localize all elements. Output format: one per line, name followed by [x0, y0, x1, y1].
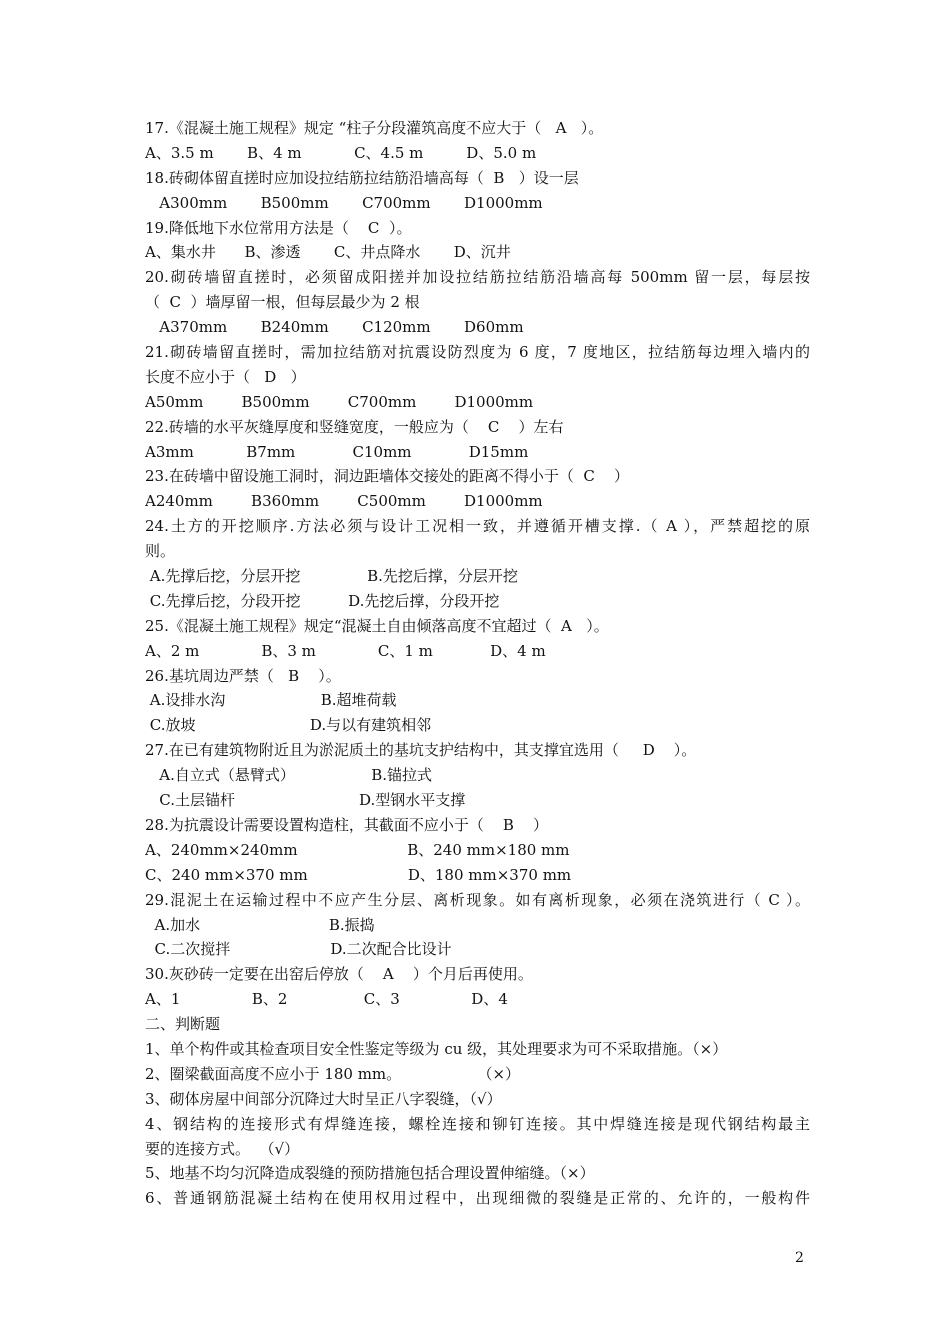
- text-line: A50mm B500mm C700mm D1000mm: [145, 392, 534, 411]
- page-number: 2: [795, 1250, 804, 1266]
- text-line: 30.灰砂砖一定要在出窑后停放（ A ）个月后再使用。: [145, 965, 533, 984]
- text-line: 19.降低地下水位常用方法是（ C ）。: [145, 218, 412, 237]
- text-line: 17.《混凝土施工规程》规定 “柱子分段灌筑高度不应大于（ A ）。: [145, 119, 604, 137]
- text-line: 20.砌砖墙留直搓时，必须留成阳搓并加设拉结筋拉结筋沿墙高每 500mm 留一层，每层按: [145, 268, 810, 287]
- text-line: C.先撑后挖，分段开挖 D.先挖后撑，分段开挖: [145, 591, 500, 610]
- text-line: A.自立式（悬臂式） B.锚拉式: [145, 766, 432, 785]
- text-line: 1、单个构件或其检查项目安全性鉴定等级为 cu 级，其处理要求为可不采取措施。（×）: [145, 1039, 728, 1058]
- text-line: A240mm B360mm C500mm D1000mm: [145, 492, 543, 511]
- text-line: C.放坡 D.与以有建筑相邻: [145, 716, 432, 735]
- text-line: 4、钢结构的连接形式有焊缝连接，螺栓连接和铆钉连接。其中焊缝连接是现代钢结构最主: [145, 1114, 810, 1133]
- text-line: A、1 B、2 C、3 D、4: [145, 990, 508, 1009]
- text-line: 27.在已有建筑物附近且为淤泥质土的基坑支护结构中，其支撑宜选用（ D ）。: [145, 741, 697, 760]
- text-line: 6、普通钢筋混凝土结构在使用权用过程中，出现细微的裂缝是正常的、允许的，一般构件: [145, 1189, 810, 1208]
- text-line: A.先撑后挖，分层开挖 B.先挖后撑，分层开挖: [145, 567, 518, 586]
- text-line: A、2 m B、3 m C、1 m D、4 m: [145, 641, 546, 660]
- text-line: A.加水 B.振捣: [145, 915, 375, 934]
- text-line: A、集水井 B、渗透 C、井点降水 D、沉井: [145, 243, 511, 262]
- text-line: 28.为抗震设计需要设置构造柱，其截面不应小于（ B ）: [145, 815, 549, 834]
- text-line: A、3.5 m B、4 m C、4.5 m D、5.0 m: [145, 143, 537, 162]
- text-line: 29.混泥土在运输过程中不应产生分层、离析现象。如有离析现象，必须在浇筑进行（ C ）。: [145, 890, 810, 909]
- text-line: C、240 mm×370 mm D、180 mm×370 mm: [145, 865, 572, 884]
- text-line: 5、地基不均匀沉降造成裂缝的预防措施包括合理设置伸缩缝。（×）: [145, 1164, 595, 1183]
- text-line: C.二次搅拌 D.二次配合比设计: [145, 940, 452, 959]
- text-line: 长度不应小于（ D ）: [145, 367, 306, 386]
- text-line: C.土层锚杆 D.型钢水平支撑: [145, 791, 466, 810]
- text-line: A370mm B240mm C120mm D60mm: [145, 318, 524, 337]
- text-line: 则。: [145, 542, 176, 561]
- text-line: 18.砖砌体留直搓时应加设拉结筋拉结筋沿墙高每（ B ）设一层: [145, 168, 579, 187]
- text-line: A.设排水沟 B.超堆荷载: [145, 691, 397, 710]
- text-line: 3、砌体房屋中间部分沉降过大时呈正八字裂缝，（√）: [145, 1089, 502, 1108]
- text-line: 要的连接方式。 （√）: [145, 1139, 300, 1158]
- text-line: 2、圈梁截面高度不应小于 180 mm。 （×）: [145, 1064, 521, 1083]
- text-line: 21.砌砖墙留直搓时，需加拉结筋对抗震设防烈度为 6 度，7 度地区，拉结筋每边埋入墙内的: [145, 343, 810, 362]
- text-line: A300mm B500mm C700mm D1000mm: [145, 193, 543, 212]
- text-line: 22.砖墙的水平灰缝厚度和竖缝宽度，一般应为（ C ）左右: [145, 417, 564, 436]
- document-body: [145, 116, 810, 1211]
- text-line: （ C ）墙厚留一根，但每层最少为 2 根: [145, 293, 420, 312]
- text-line: A3mm B7mm C10mm D15mm: [145, 442, 529, 461]
- text-line: A、240mm×240mm B、240 mm×180 mm: [145, 840, 570, 859]
- text-line: 26.基坑周边严禁（ B ）。: [145, 666, 341, 685]
- text-line: 25.《混凝土施工规程》规定“混凝土自由倾落高度不宜超过（ A ）。: [145, 616, 609, 635]
- section-heading: 二、判断题: [145, 1015, 221, 1034]
- text-line: 23.在砖墙中留设施工洞时，洞边距墙体交接处的距离不得小于（ C ）: [145, 467, 629, 486]
- text-line: 24.土方的开挖顺序.方法必须与设计工况相一致，并遵循开槽支撑.（ A ），严禁超挖的原: [145, 517, 810, 536]
